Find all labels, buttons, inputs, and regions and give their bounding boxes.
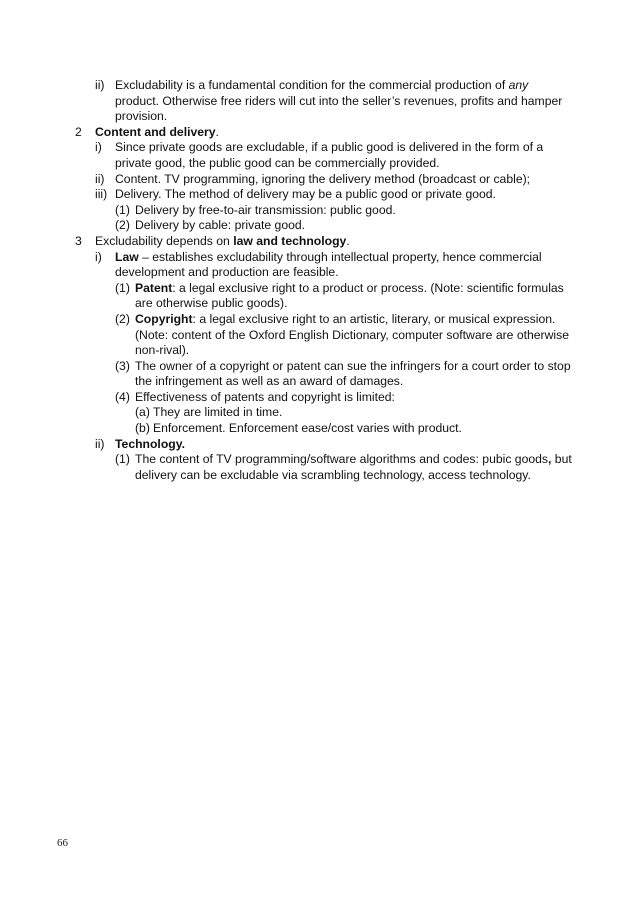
item-text: Delivery by cable: private good.	[135, 218, 306, 233]
item-text: Law – establishes excludability through intellectual property, hence commercial development and production are feasible.	[115, 249, 542, 280]
list-item	[95, 140, 575, 171]
item-number: i)	[95, 140, 102, 155]
list-item	[115, 312, 575, 359]
list-item	[115, 390, 575, 406]
list-item	[95, 172, 575, 188]
item-number: (b)	[135, 421, 150, 436]
list-item	[95, 187, 575, 203]
item-number: (1)	[115, 280, 130, 295]
section-title: Excludability depends on law and technology.	[95, 233, 350, 248]
item-number: (2)	[115, 311, 130, 326]
item-text: Delivery by free-to-air transmission: public good.	[135, 202, 396, 217]
section-number: 2	[75, 124, 82, 139]
section-heading	[75, 234, 575, 250]
item-text: The content of TV programming/software algorithms and codes: pubic goods, but delivery can be excludable via scrambling technology, access technology.	[135, 452, 572, 482]
list-item	[115, 359, 575, 390]
item-number: (2)	[115, 218, 130, 233]
item-text: Excludability is a fundamental condition for the commercial production of any product. Otherwise free riders will cut into the seller’s revenues, profits and hamper provision.	[115, 78, 563, 124]
page-number: 66	[57, 837, 68, 849]
list-item	[115, 218, 575, 234]
section-title: Content and delivery.	[95, 124, 219, 139]
item-number: (4)	[115, 389, 130, 404]
item-text: Copyright: a legal exclusive right to an artistic, literary, or musical expression. (Note: content of the Oxford English Dictionary, computer software are otherwise non-rival).	[135, 311, 569, 358]
item-text: Delivery. The method of delivery may be a public good or private good.	[115, 187, 496, 202]
item-number: ii)	[95, 78, 105, 92]
item-number: iii)	[95, 187, 108, 202]
list-item	[135, 405, 575, 421]
item-text: They are limited in time.	[153, 405, 283, 420]
list-item	[115, 281, 575, 312]
list-item	[115, 452, 575, 483]
section-heading	[75, 125, 575, 141]
list-item	[95, 78, 575, 125]
item-text: Patent: a legal exclusive right to a product or process. (Note: scientific formulas are otherwise public goods).	[135, 280, 564, 311]
outline-body	[75, 78, 575, 483]
item-number: (1)	[115, 452, 130, 467]
item-text: Since private goods are excludable, if a public good is delivered in the form of a private good, the public good can be commercially provided.	[115, 140, 544, 170]
section-number: 3	[75, 233, 82, 248]
list-item	[95, 437, 575, 453]
item-number: (a)	[135, 405, 150, 420]
item-text: Technology.	[115, 436, 185, 451]
list-item	[95, 250, 575, 281]
item-number: i)	[95, 249, 102, 264]
list-item	[115, 203, 575, 219]
item-number: (3)	[115, 358, 130, 373]
item-number: ii)	[95, 171, 105, 186]
item-text: Enforcement. Enforcement ease/cost varies with product.	[153, 421, 462, 436]
item-text: The owner of a copyright or patent can sue the infringers for a court order to stop the infringement as well as an award of damages.	[135, 358, 571, 389]
list-item	[135, 421, 575, 437]
item-text: Content. TV programming, ignoring the delivery method (broadcast or cable);	[115, 171, 531, 186]
item-number: (1)	[115, 202, 130, 217]
item-number: ii)	[95, 436, 105, 451]
item-text: Effectiveness of patents and copyright is limited:	[135, 389, 395, 404]
